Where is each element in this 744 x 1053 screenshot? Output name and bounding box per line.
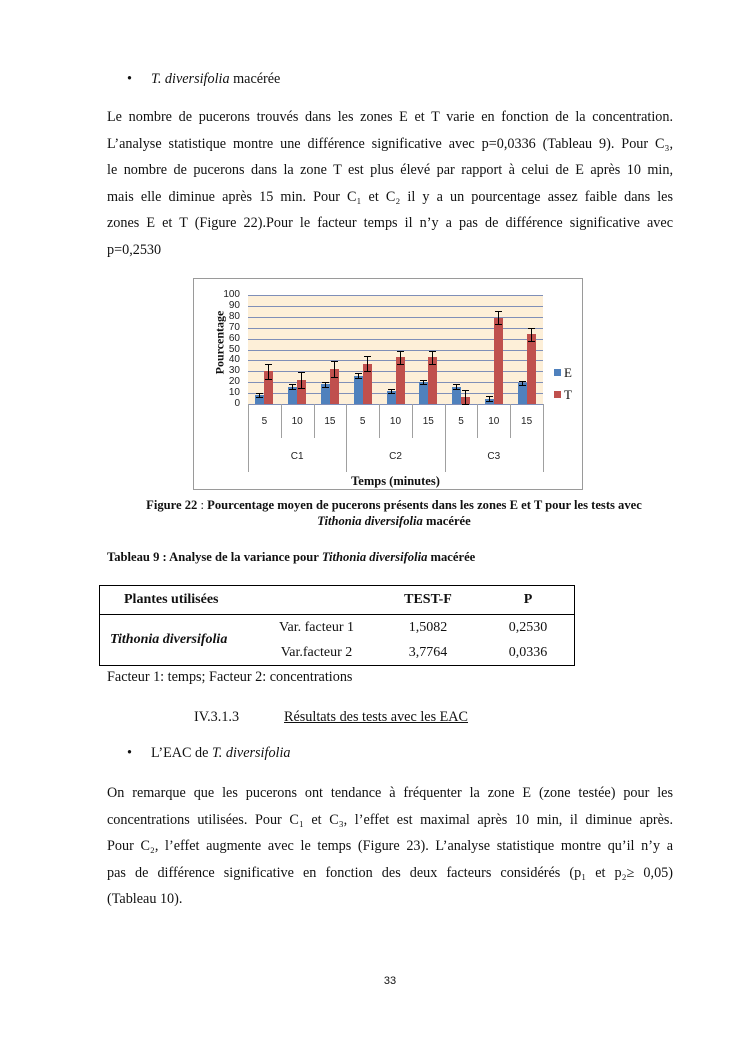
paragraph-line: pas de différence significative en fonction des deux facteurs considérés (p₁ et p₂≥ 0,05) [107, 864, 673, 881]
error-bar-cap [453, 389, 460, 390]
factor-cell: Var.facteur 2 [280, 644, 353, 660]
header-empty [259, 586, 374, 615]
x-axis-divider [379, 404, 380, 438]
error-bar-cap [256, 397, 263, 398]
error-bar [400, 351, 401, 364]
bar-t [527, 334, 536, 404]
error-bar-cap [355, 373, 362, 374]
x-axis-label: Temps (minutes) [351, 474, 440, 488]
bullet-dot-icon: • [127, 745, 132, 761]
x-axis-divider [412, 404, 413, 438]
legend-swatch-icon [554, 369, 561, 376]
paragraph-line: zones E et T (Figure 22).Pour le facteur temps il n’y a pas de différence significative avec [107, 215, 673, 232]
plant-name: Tithonia diversifolia [110, 632, 228, 647]
error-bar [367, 356, 368, 371]
error-bar-cap [364, 371, 371, 372]
error-bar-cap [289, 384, 296, 385]
y-tick-label: 70 [228, 321, 240, 333]
paragraph-line: Le nombre de pucerons trouvés dans les zones E et T varie en fonction de la concentration. [107, 109, 673, 125]
x-tick-label: 10 [389, 416, 402, 427]
error-bar-cap [528, 341, 535, 342]
error-bar-cap [397, 364, 404, 365]
error-bar-cap [331, 361, 338, 362]
table-caption-suffix: macérée [427, 550, 476, 564]
x-tick-label: 5 [458, 416, 464, 427]
y-tick-label: 90 [228, 299, 240, 311]
bar-e [354, 376, 363, 404]
gridline [248, 306, 543, 307]
error-bar [432, 351, 433, 364]
x-tick-label: 10 [488, 416, 500, 427]
paragraph-line: mais elle diminue après 15 min. Pour C₁ et C₂ il y a un pourcentage assez faible dans les [107, 188, 673, 205]
y-tick-label: 40 [228, 354, 240, 366]
error-bar [301, 372, 302, 387]
error-bar-cap [322, 382, 329, 383]
figure-caption-sep: : [197, 498, 208, 512]
table-caption-prefix: Tableau 9 : Analyse de la variance pour [107, 550, 322, 564]
figure-caption-species: Tithonia diversifolia [317, 514, 423, 528]
figure-caption [100, 497, 688, 529]
header-test-f: TEST-F [374, 586, 482, 615]
error-bar-cap [429, 351, 436, 352]
paragraph-line: (Tableau 10). [107, 891, 183, 908]
x-group-label: C1 [290, 451, 304, 462]
y-tick-label: 30 [228, 365, 240, 377]
x-axis-divider [477, 404, 478, 438]
paragraph-results-maceree [107, 104, 673, 264]
x-axis-divider [281, 404, 282, 438]
species-name: T. diversifolia [151, 71, 230, 87]
error-bar [334, 361, 335, 376]
test-f-cell: 3,7764 [408, 644, 448, 660]
y-tick-label: 20 [228, 376, 240, 388]
table-header-row [100, 586, 575, 615]
bullet-text: L’EAC de [151, 745, 212, 761]
bar-e [419, 382, 428, 404]
paragraph-results-eac [107, 780, 673, 913]
paragraph-line: le nombre de pucerons dans la zone T est plus élevé par rapport à celui de E après 10 min, [107, 162, 673, 179]
legend-label: E [564, 365, 572, 380]
y-tick-label: 0 [234, 398, 240, 409]
x-group-label: C3 [487, 451, 501, 462]
figure-label: Figure 22 [146, 498, 198, 512]
bar-t [494, 318, 503, 404]
table-caption [107, 550, 475, 565]
legend-swatch-icon [554, 391, 561, 398]
x-tick-label: 5 [261, 416, 268, 427]
y-tick-label: 50 [228, 343, 240, 355]
error-bar-cap [486, 396, 493, 397]
error-bar-cap [486, 401, 493, 402]
error-bar-cap [462, 404, 469, 405]
x-tick-label: 5 [359, 416, 366, 427]
error-bar-cap [256, 393, 263, 394]
y-tick-label: 100 [223, 289, 240, 300]
factor-cell: Var. facteur 1 [278, 619, 355, 635]
error-bar-cap [519, 381, 526, 382]
x-axis-divider [543, 404, 544, 472]
p-cell: 0,2530 [508, 619, 548, 635]
paragraph-line: L’analyse statistique montre une différence significative avec p=0,0336 (Tableau 9). Pour C₃, [107, 135, 673, 152]
error-bar-cap [265, 364, 272, 365]
error-bar-cap [289, 389, 296, 390]
error-bar-cap [519, 385, 526, 386]
table-row [100, 615, 575, 641]
paragraph-line: p=0,2530 [107, 241, 162, 258]
table-note: Facteur 1: temps; Facteur 2: concentrations [107, 669, 353, 685]
error-bar-cap [528, 328, 535, 329]
legend-item-t [554, 387, 572, 403]
anova-table [99, 585, 575, 666]
y-tick-label: 80 [228, 310, 240, 322]
bullet-text: macérée [229, 71, 281, 87]
x-axis-divider [510, 404, 511, 438]
p-cell: 0,0336 [508, 644, 548, 660]
x-axis-divider [314, 404, 315, 438]
error-bar-cap [331, 377, 338, 378]
gridline [248, 295, 543, 296]
paragraph-line: Pour C₂, l’effet augmente avec le temps (Figure 23). L’analyse statistique montre qu’il n’y a [107, 838, 673, 855]
gridline [248, 404, 543, 405]
figure-caption-text: Pourcentage moyen de pucerons présents dans les zones E et T pour les tests avec [207, 498, 642, 512]
x-tick-label: 15 [521, 416, 533, 427]
error-bar-cap [388, 389, 395, 390]
error-bar-cap [420, 380, 427, 381]
figure-caption-rest: macérée [422, 514, 471, 528]
x-group-label: C2 [389, 451, 402, 462]
paragraph-line: concentrations utilisées. Pour C₁ et C₃, l’effet est maximal après 10 min, il diminue après. [107, 811, 673, 828]
error-bar-cap [265, 379, 272, 380]
error-bar [498, 311, 499, 324]
header-plantes: Plantes utilisées [100, 586, 260, 615]
error-bar [531, 328, 532, 341]
x-tick-label: 15 [324, 416, 336, 427]
error-bar-cap [364, 356, 371, 357]
header-p: P [482, 586, 575, 615]
section-number: IV.3.1.3 [194, 709, 240, 725]
table-caption-species: Tithonia diversifolia [321, 550, 428, 564]
test-f-cell: 1,5082 [408, 619, 448, 635]
y-tick-label: 60 [228, 332, 240, 344]
error-bar-cap [397, 351, 404, 352]
error-bar-cap [453, 384, 460, 385]
y-axis-label: Pourcentage [212, 310, 227, 375]
section-title: Résultats des tests avec les EAC [284, 709, 469, 725]
error-bar-cap [429, 364, 436, 365]
page-number: 33 [383, 975, 397, 987]
bullet-dot-icon: • [127, 71, 132, 87]
error-bar-cap [462, 390, 469, 391]
error-bar-cap [298, 388, 305, 389]
error-bar-cap [388, 393, 395, 394]
error-bar-cap [495, 324, 502, 325]
species-name: T. diversifolia [211, 745, 291, 761]
error-bar-cap [355, 378, 362, 379]
error-bar [465, 390, 466, 404]
error-bar [268, 364, 269, 379]
y-tick-label: 10 [228, 387, 240, 399]
error-bar-cap [298, 372, 305, 373]
paragraph-line: On remarque que les pucerons ont tendance à fréquenter la zone E (zone testée) pour les [107, 785, 673, 801]
x-tick-label: 10 [291, 416, 303, 427]
error-bar-cap [322, 387, 329, 388]
legend-label: T [564, 387, 572, 402]
error-bar-cap [495, 311, 502, 312]
x-tick-label: 15 [422, 416, 434, 427]
legend-item-e [554, 365, 572, 381]
error-bar-cap [420, 384, 427, 385]
